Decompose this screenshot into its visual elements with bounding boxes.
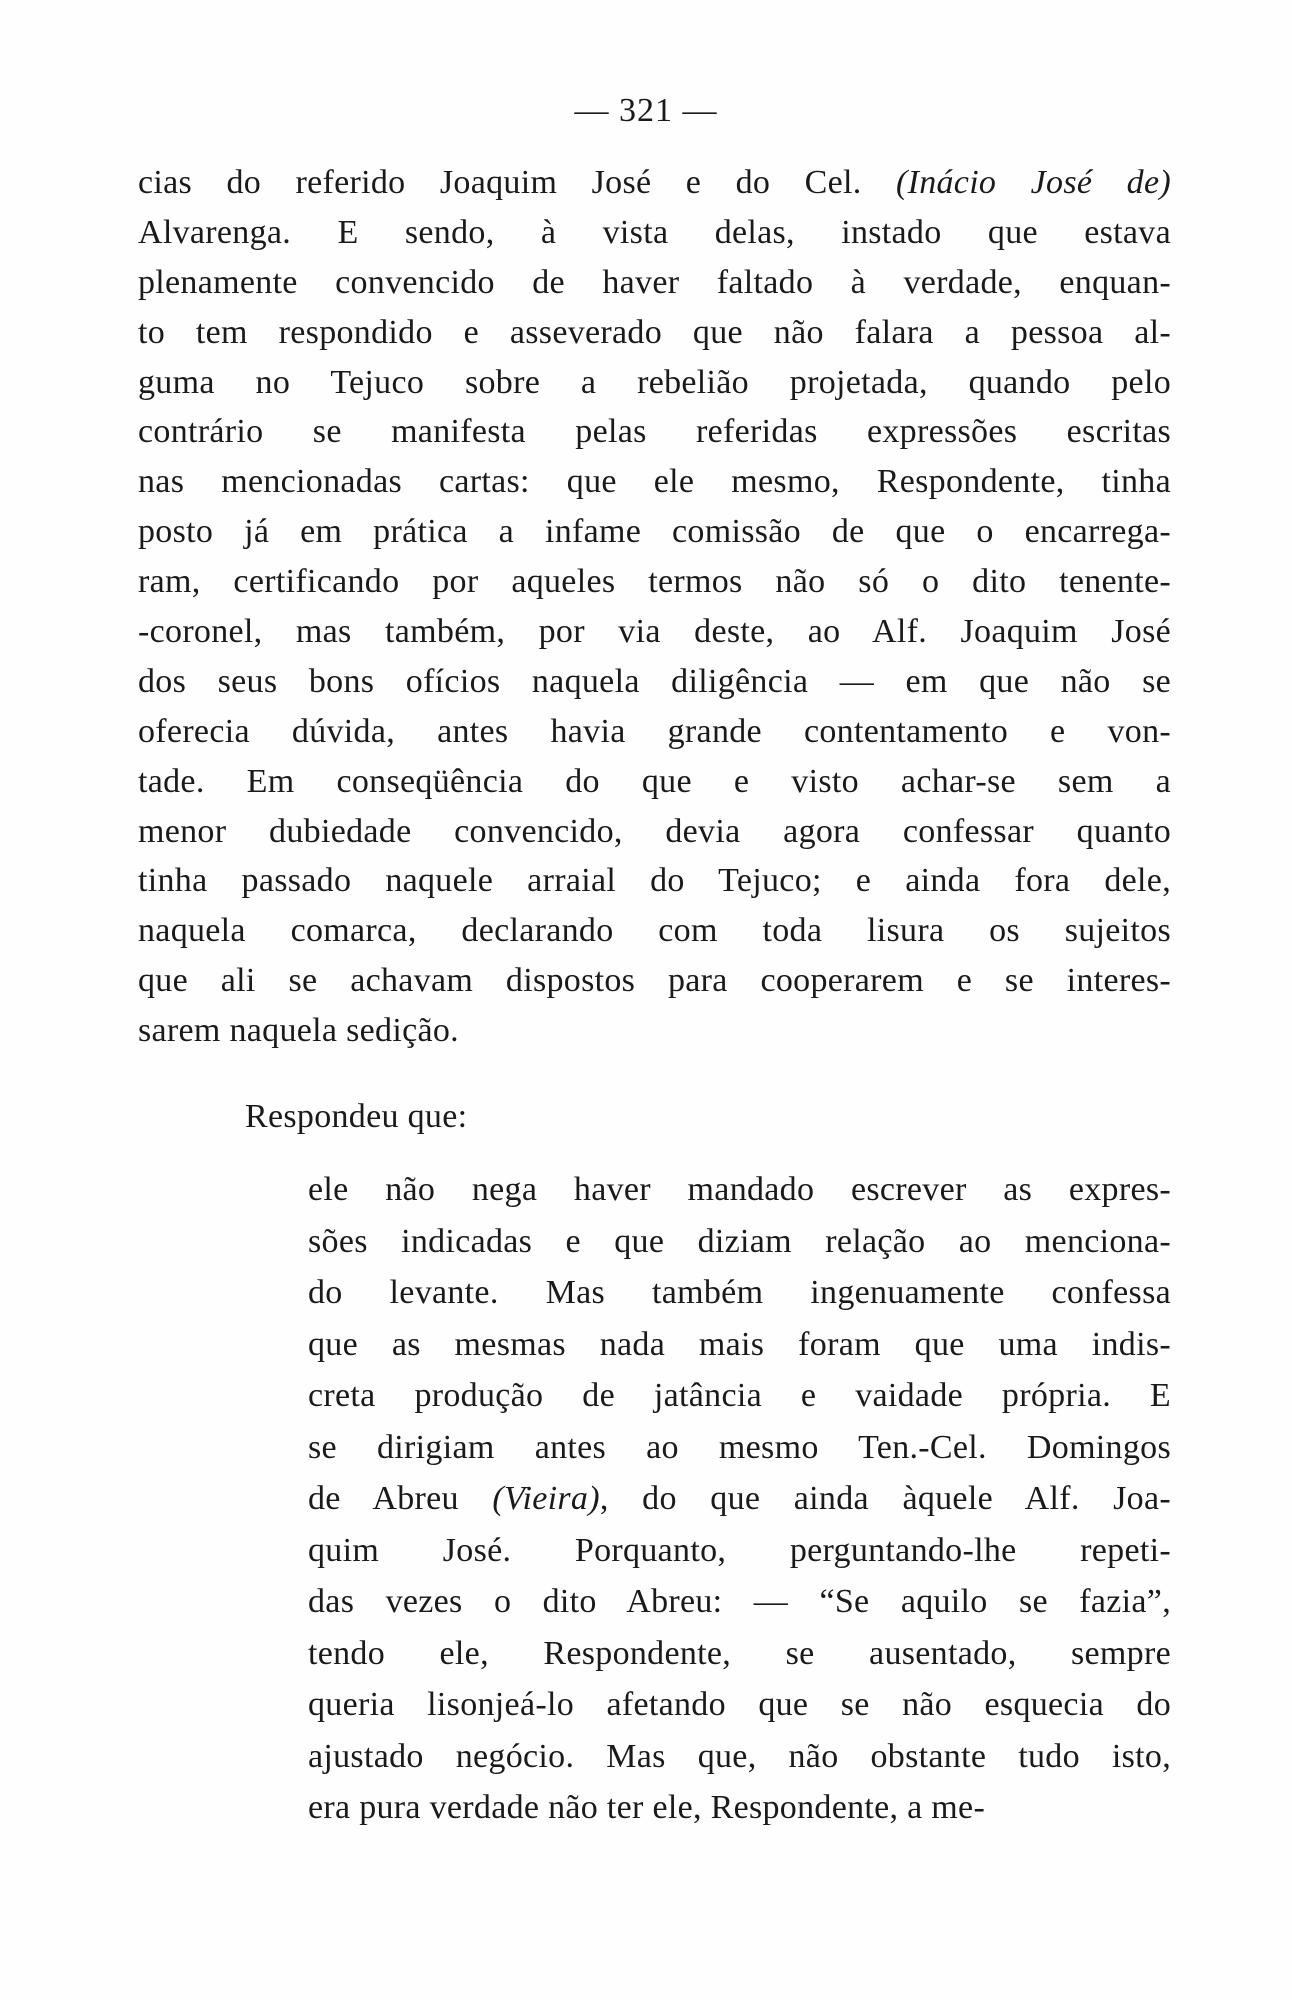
text-line: sarem naquela sedição.: [138, 1012, 459, 1050]
text-line: era pura verdade não ter ele, Respondente, a me-: [308, 1789, 986, 1826]
text-line: naquela comarca, declarando com toda lisura os sujeitos: [138, 912, 1171, 950]
text-line: menor dubiedade convencido, devia agora confessar quanto: [138, 812, 1171, 850]
page-number: — 321 —: [574, 92, 718, 129]
text-line: tinha passado naquele arraial do Tejuco; e ainda fora dele,: [138, 862, 1171, 900]
text-line: que ali se achavam dispostos para cooperarem e se interes-: [138, 962, 1171, 1000]
text-line: que as mesmas nada mais foram que uma indis-: [308, 1325, 1171, 1363]
text-line: se dirigiam antes ao mesmo Ten.-Cel. Domingos: [308, 1428, 1171, 1466]
text-line: plenamente convencido de haver faltado à verdade, enquan-: [138, 263, 1171, 301]
text-line: oferecia dúvida, antes havia grande contentamento e von-: [138, 712, 1171, 750]
main-paragraph: [138, 158, 1171, 1056]
text-line: contrário se manifesta pelas referidas expressões escritas: [138, 413, 1171, 451]
text-line: de Abreu (Vieira), do que ainda àquele Alf. Joa-: [308, 1480, 1171, 1517]
text-line: ele não nega haver mandado escrever as expres-: [308, 1171, 1171, 1208]
respondeu-label: Respondeu que:: [245, 1098, 468, 1135]
reply-paragraph: [308, 1164, 1171, 1834]
text-line: das vezes o dito Abreu: — “Se aquilo se fazia”,: [308, 1583, 1171, 1620]
text-line: tendo ele, Respondente, se ausentado, sempre: [308, 1634, 1171, 1672]
text-line: -coronel, mas também, por via deste, ao Alf. Joaquim José: [138, 613, 1171, 651]
text-line: queria lisonjeá-lo afetando que se não esquecia do: [308, 1686, 1171, 1723]
text-line: guma no Tejuco sobre a rebelião projetada, quando pelo: [138, 363, 1171, 401]
text-line: posto já em prática a infame comissão de que o encarrega-: [138, 513, 1171, 551]
text-line: nas mencionadas cartas: que ele mesmo, Respondente, tinha: [138, 463, 1171, 501]
text-line: quim José. Porquanto, perguntando-lhe repeti-: [308, 1531, 1171, 1569]
text-line: tade. Em conseqüência do que e visto achar-se sem a: [138, 762, 1171, 800]
text-line: creta produção de jatância e vaidade própria. E: [308, 1377, 1171, 1414]
text-line: Alvarenga. E sendo, à vista delas, instado que estava: [138, 213, 1171, 251]
text-line: cias do referido Joaquim José e do Cel. (Inácio José de): [138, 164, 1171, 201]
text-line: do levante. Mas também ingenuamente confessa: [308, 1274, 1171, 1311]
text-line: to tem respondido e asseverado que não falara a pessoa al-: [138, 313, 1171, 351]
text-line: ram, certificando por aqueles termos não só o dito tenente-: [138, 563, 1171, 601]
text-line: sões indicadas e que diziam relação ao menciona-: [308, 1222, 1171, 1260]
text-line: dos seus bons ofícios naquela diligência — em que não se: [138, 662, 1171, 700]
text-line: ajustado negócio. Mas que, não obstante tudo isto,: [308, 1737, 1171, 1775]
